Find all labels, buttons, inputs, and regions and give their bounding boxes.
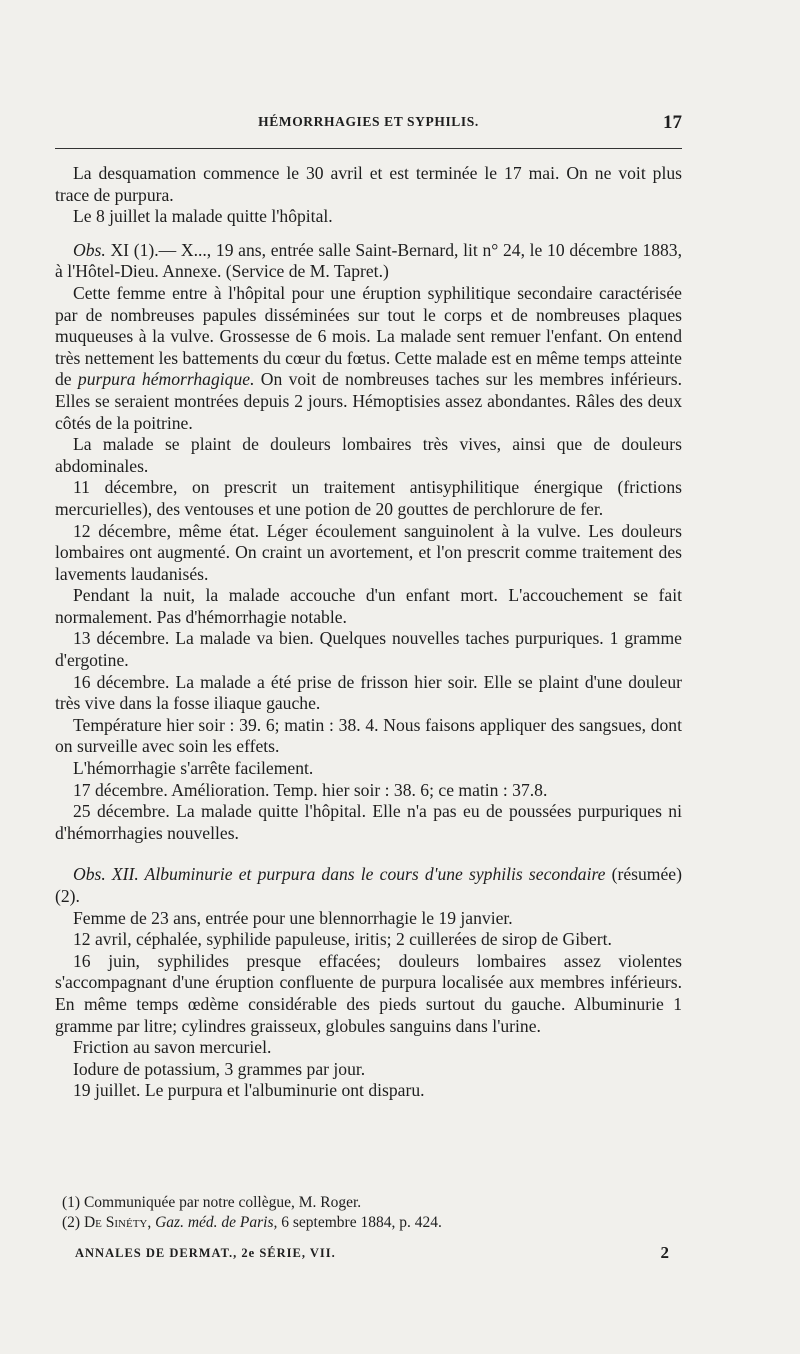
footnotes: [55, 1193, 682, 1233]
header-rule: [55, 148, 682, 149]
footnote-journal: Gaz. méd. de Paris,: [155, 1214, 278, 1231]
paragraph: 11 décembre, on prescrit un traitement antisyphilitique énergique (frictions mercurielles), des ventouses et une potion de 20 gouttes de perchlorure de fer.: [55, 477, 682, 519]
footnote-1: (1) Communiquée par notre collègue, M. Roger.: [62, 1194, 362, 1211]
signature-number: 2: [660, 1243, 670, 1262]
obs-text: XI (1).— X..., 19 ans, entrée salle Saint-Bernard, lit n° 24, le 10 décembre 1883, à l'Hôtel-Dieu. Annexe. (Service de M. Tapret.): [55, 239, 682, 282]
paragraph-text: Cette femme entre à l'hôpital pour une éruption syphilitique secondaire caractérisée par de nombreuses papules disséminées sur tout le corps et de nombreuses plaques muqueuses à la vulve. Grossesse de 6 mois. La malade sent remuer l'enfant. On entend très nettement les battements du cœur du fœtus. Cette malade est en même temps atteinte de: [55, 282, 682, 390]
observation-xi-heading: [55, 240, 682, 283]
obs-text: (résumée) (2).: [55, 864, 682, 906]
paragraph: 13 décembre. La malade va bien. Quelques nouvelles taches purpuriques. 1 gramme d'ergotine.: [55, 628, 682, 671]
paragraph: 16 décembre. La malade a été prise de frisson hier soir. Elle se plaint d'une douleur très vive dans la fosse iliaque gauche.: [55, 671, 682, 714]
paragraph: Iodure de potassium, 3 grammes par jour.: [73, 1058, 366, 1079]
page-header: [55, 112, 682, 134]
paragraph: 17 décembre. Amélioration. Temp. hier soir : 38. 6; ce matin : 37.8.: [73, 779, 548, 800]
paragraph: 12 décembre, même état. Léger écoulement sanguinolent à la vulve. Les douleurs lombaires ont augmenté. On craint un avortement, et l'on prescrit comme traitement des lavements laudanisés.: [55, 520, 682, 584]
running-title: HÉMORRHAGIES ET SYPHILIS.: [258, 114, 479, 129]
paragraph: Femme de 23 ans, entrée pour une blennorrhagie le 19 janvier.: [73, 907, 513, 928]
paragraph: 16 juin, syphilides presque effacées; douleurs lombaires assez violentes s'accompagnant d'une éruption confluente de purpura localisée aux membres inférieurs. En même temps œdème considérable des pieds surtout du gauche. Albuminurie 1 gramme par litre; cylindres graisseux, globules sanguins dans l'urine.: [55, 950, 682, 1036]
paragraph: [55, 283, 682, 434]
footnote-text: 6 septembre 1884, p. 424.: [281, 1214, 442, 1231]
paragraph: La desquamation commence le 30 avril et est terminée le 17 mai. On ne voit plus trace de purpura.: [55, 163, 682, 205]
obs-label: Obs.: [73, 239, 106, 260]
signature-line: [75, 1243, 670, 1265]
obs-title: Obs. XII. Albuminurie et purpura dans le cours d'une syphilis secondaire: [73, 864, 606, 885]
footnote-number: (2): [62, 1214, 81, 1231]
paragraph: Température hier soir : 39. 6; matin : 38. 4. Nous faisons appliquer des sangsues, dont on surveille avec soin les effets.: [55, 714, 682, 757]
footnote-author: De Sinéty,: [83, 1214, 152, 1231]
paragraph: Friction au savon mercuriel.: [73, 1037, 272, 1058]
page-number: 17: [663, 112, 682, 133]
body-text: [55, 163, 682, 1102]
paragraph: 19 juillet. Le purpura et l'albuminurie ont disparu.: [73, 1080, 425, 1101]
footnote-2: [55, 1213, 682, 1233]
paragraph: La malade se plaint de douleurs lombaires très vives, ainsi que de douleurs abdominales.: [55, 434, 682, 476]
observation-xii-heading: [55, 864, 682, 907]
paragraph: Le 8 juillet la malade quitte l'hôpital.: [73, 206, 333, 227]
paragraph: L'hémorrhagie s'arrête facilement.: [73, 758, 314, 779]
paragraph: Pendant la nuit, la malade accouche d'un enfant mort. L'accouchement se fait normalement. Pas d'hémorrhagie notable.: [55, 585, 682, 627]
paragraph: 25 décembre. La malade quitte l'hôpital. Elle n'a pas eu de poussées purpuriques ni d'hémorrhagies nouvelles.: [55, 801, 682, 843]
paragraph: 12 avril, céphalée, syphilide papuleuse, iritis; 2 cuillerées de sirop de Gibert.: [73, 929, 612, 950]
paragraph-text: On voit de nombreuses taches sur les membres inférieurs. Elles se seraient montrées depuis 2 jours. Hémoptisies assez abondantes. Râles des deux côtés de la poitrine.: [55, 369, 683, 433]
signature-text: ANNALES DE DERMAT., 2e SÉRIE, VII.: [75, 1246, 336, 1260]
italic-term: purpura hémorrhagique.: [77, 369, 255, 390]
